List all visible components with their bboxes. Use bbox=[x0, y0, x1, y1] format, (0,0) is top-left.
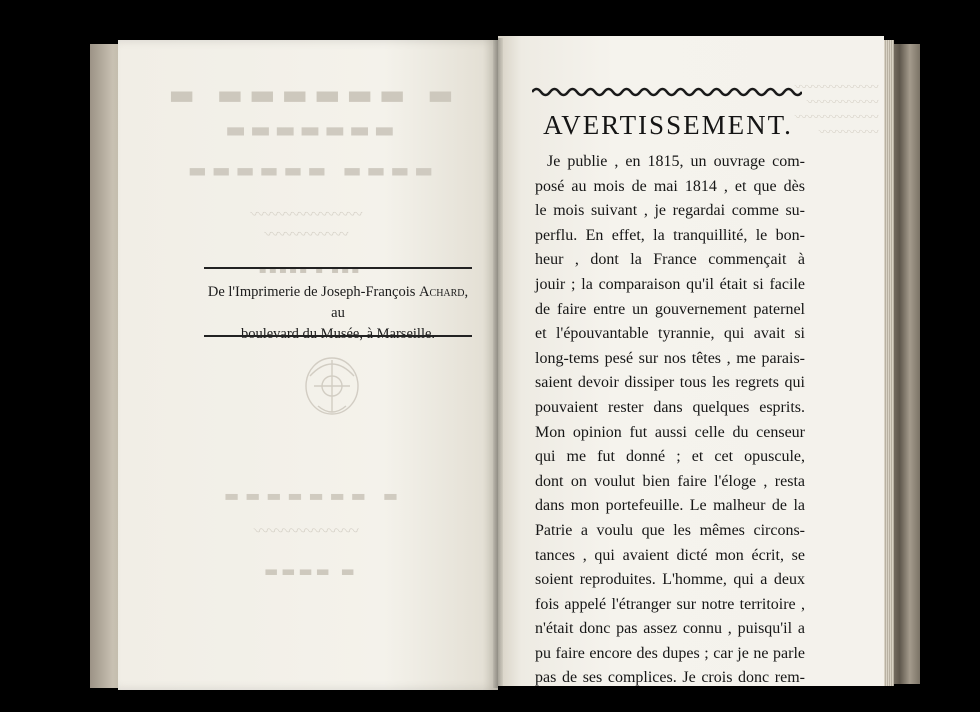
text-line: pu faire encore des dupes ; car je ne parle bbox=[535, 644, 805, 662]
text-line: dont on voulut bien faire l'éloge , resta bbox=[535, 472, 805, 490]
imprint-rule-top bbox=[204, 267, 472, 269]
text-line: de faire entre un gouvernement paternel bbox=[535, 300, 805, 318]
text-line: posé au mois de mai 1814 , et que dès bbox=[535, 177, 805, 195]
show-through-line: 〰〰〰〰〰〰 bbox=[266, 227, 350, 243]
text-line: qui me fut donné ; et cet opuscule, bbox=[535, 448, 805, 466]
text-line: heur , dont la France commençait à bbox=[535, 251, 805, 269]
text-line: pas de ses complices. Je crois donc rem- bbox=[535, 669, 805, 687]
show-through-line: 〰〰〰〰〰〰〰 bbox=[255, 522, 361, 540]
show-through-line: ▪▪▪ ▪ ▪▪▪▪▪ bbox=[256, 262, 360, 276]
show-through-line: ▬ ▬▬▬▬▬▬▬ bbox=[217, 486, 399, 505]
show-through-line: ▬▬▬▬ ▬▬▬▬▬▬ bbox=[182, 158, 434, 182]
printer-name: Achard bbox=[419, 284, 465, 300]
page-heading: AVERTISSEMENT. bbox=[543, 110, 793, 140]
text-line: dans mon portefeuille. Le malheur de la bbox=[535, 497, 805, 515]
show-through-line: ▬ ▬▬▬▬ bbox=[261, 562, 355, 580]
show-through-line: ▬▬▬▬▬▬▬ bbox=[221, 118, 395, 143]
text-line: Je publie , en 1815, un ouvrage com- bbox=[547, 153, 805, 170]
text-line: et l'épouvantable tyrannie, qui avait si bbox=[535, 325, 805, 343]
imprint-text: boulevard du Musée, à Marseille. bbox=[240, 326, 436, 342]
text-line: tances , qui avaient dicté mon écrit, se bbox=[535, 546, 805, 564]
text-line: n'était donc pas assez connu , puisqu'il a bbox=[535, 620, 805, 638]
imprint-rule-bottom bbox=[204, 335, 472, 337]
imprint-text: , au bbox=[331, 284, 469, 321]
ornamental-wave-rule-icon bbox=[532, 86, 802, 98]
imprint-text: De l'Imprimerie de Joseph-François bbox=[207, 284, 416, 300]
show-through-title: ▬ ▬▬▬▬▬▬ ▬ bbox=[162, 78, 454, 111]
text-line: fois appelé l'étranger sur notre territoire , bbox=[535, 595, 805, 613]
text-line: soient reproduites. L'homme, qui a deux bbox=[535, 571, 805, 589]
show-through-line: 〰〰〰〰〰〰〰〰 bbox=[252, 207, 364, 223]
text-line: Mon opinion fut aussi celle du censeur bbox=[535, 423, 805, 441]
text-line: Patrie a voulu que les mêmes circons- bbox=[535, 521, 805, 539]
text-line: long-tems pesé sur nos têtes , me parais- bbox=[535, 349, 805, 367]
text-line: le mois suivant , je regardai comme su- bbox=[535, 202, 805, 220]
text-line: perflu. En effet, la tranquillité, le bon- bbox=[535, 226, 805, 244]
text-line: pouvaient rester dans quelques esprits. bbox=[535, 398, 805, 416]
text-line: saient devoir dissiper tous les regrets qui bbox=[535, 374, 805, 392]
show-through-vignette-icon bbox=[296, 346, 368, 422]
show-through-text: 〰〰〰〰〰〰〰 〰〰〰〰〰〰 〰〰〰〰〰〰〰 〰〰〰〰〰 bbox=[795, 80, 880, 139]
text-line: jouir ; la comparaison qu'il était si facile bbox=[535, 275, 805, 293]
body-text bbox=[535, 150, 805, 691]
